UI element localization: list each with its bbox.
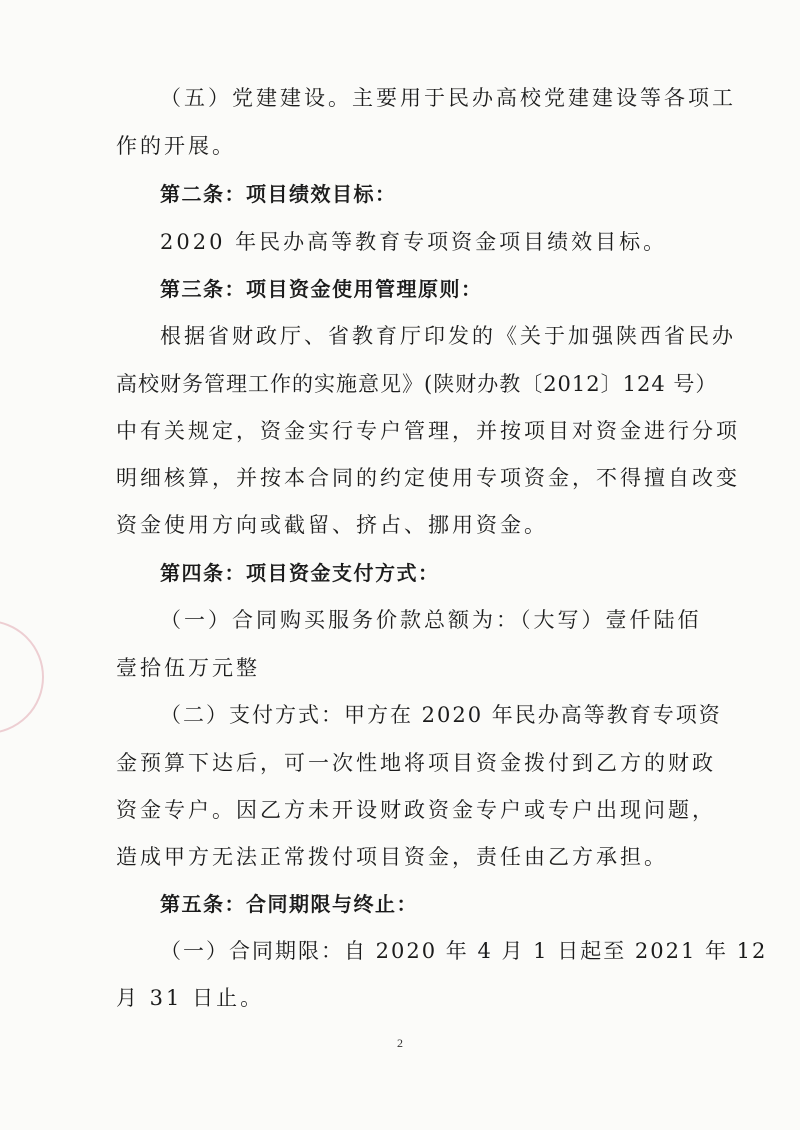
paragraph-line: 资金使用方向或截留、挤占、挪用资金。 bbox=[116, 513, 548, 537]
stamp-mark bbox=[0, 620, 44, 734]
paragraph-line: 月 31 日止。 bbox=[116, 986, 265, 1010]
paragraph-line: 金预算下达后，可一次性地将项目资金拨付到乙方的财政 bbox=[116, 751, 716, 775]
section-heading: 第四条：项目资金支付方式： bbox=[160, 561, 440, 585]
section-heading: 第二条：项目绩效目标： bbox=[160, 182, 397, 206]
section-heading: 第三条：项目资金使用管理原则： bbox=[160, 277, 483, 301]
paragraph-line: 资金专户。因乙方未开设财政资金专户或专户出现问题， bbox=[116, 798, 716, 822]
paragraph-line: 作的开展。 bbox=[116, 134, 236, 158]
page-number: 2 bbox=[397, 1036, 403, 1050]
paragraph-line: （五）党建建设。主要用于民办高校党建建设等各项工 bbox=[160, 86, 736, 110]
paragraph-line: （二）支付方式：甲方在 2020 年民办高等教育专项资 bbox=[160, 703, 722, 727]
paragraph-line: 2020 年民办高等教育专项资金项目绩效目标。 bbox=[160, 230, 668, 254]
paragraph-line: （一）合同期限：自 2020 年 4 月 1 日起至 2021 年 12 bbox=[160, 939, 768, 963]
paragraph-line: 明细核算，并按本合同的约定使用专项资金，不得擅自改变 bbox=[116, 466, 740, 490]
paragraph-line: 中有关规定，资金实行专户管理，并按项目对资金进行分项 bbox=[116, 419, 740, 443]
paragraph-line: 壹拾伍万元整 bbox=[116, 656, 260, 680]
section-heading: 第五条：合同期限与终止： bbox=[160, 892, 418, 916]
paragraph-line: 根据省财政厅、省教育厅印发的《关于加强陕西省民办 bbox=[160, 324, 736, 348]
paragraph-line: 高校财务管理工作的实施意见》(陕财办教〔2012〕124 号） bbox=[116, 372, 718, 396]
paragraph-line: （一）合同购买服务价款总额为：（大写）壹仟陆佰 bbox=[160, 608, 702, 632]
paragraph-line: 造成甲方无法正常拨付项目资金，责任由乙方承担。 bbox=[116, 845, 668, 869]
